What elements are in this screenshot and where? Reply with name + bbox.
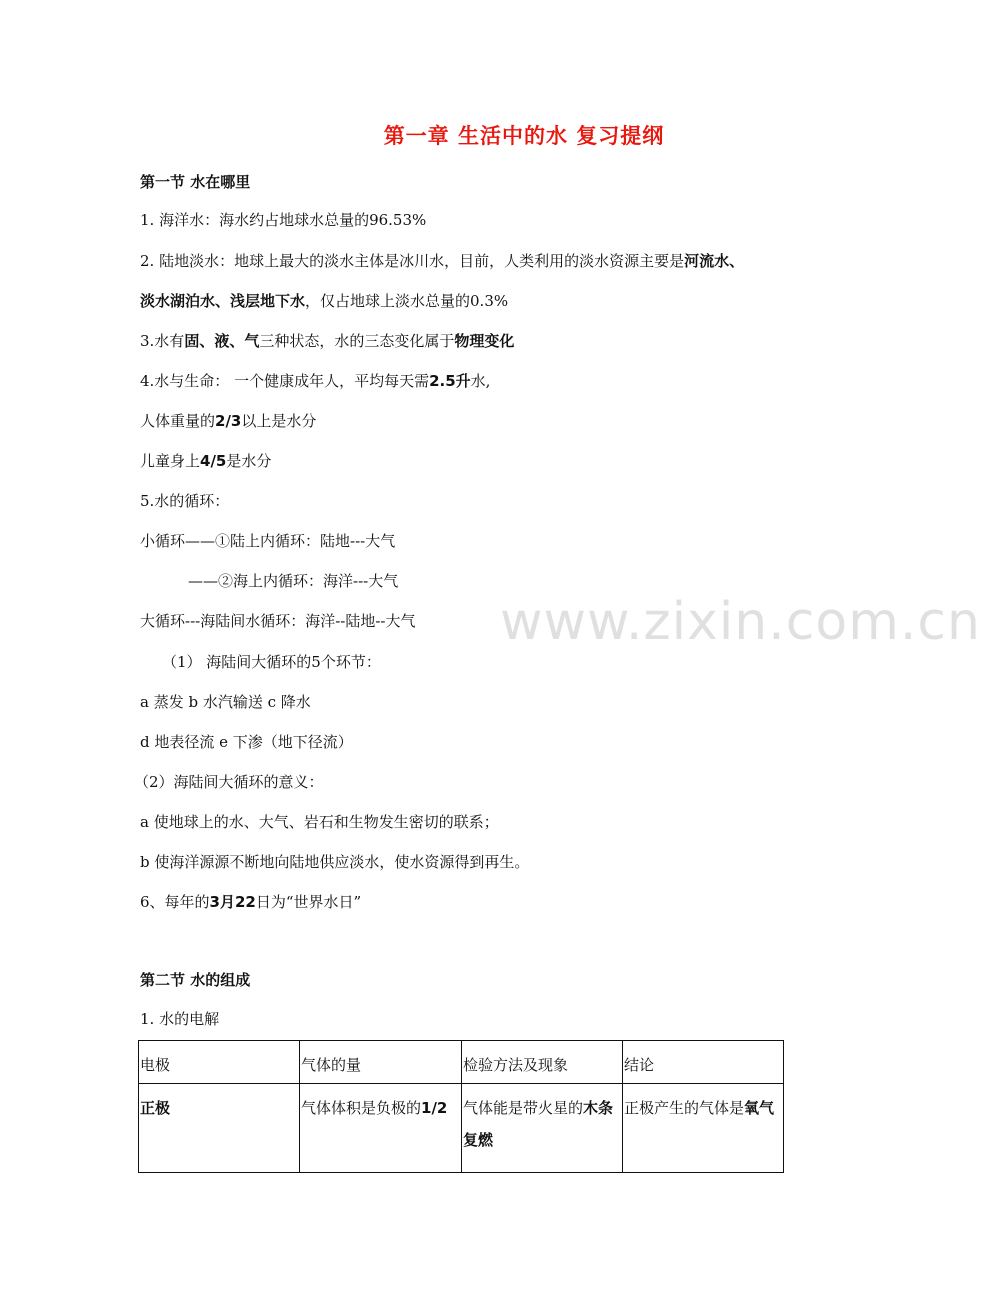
item-2-bold-rivers: 河流水、 bbox=[684, 252, 745, 270]
amount-text: 气体体积是负极的 bbox=[301, 1099, 422, 1117]
page-title: 第一章 生活中的水 复习提纲 bbox=[383, 124, 665, 148]
table-cell-electrode bbox=[139, 1084, 300, 1173]
item-4-line2-fraction: 2/3 bbox=[215, 412, 242, 430]
electrode-label: 正极 bbox=[140, 1099, 171, 1117]
test-bold: 木条复燃 bbox=[463, 1099, 614, 1149]
item-3-sep2: 、 bbox=[229, 332, 245, 350]
item-4-post: 水, bbox=[470, 372, 491, 390]
table-cell-amount bbox=[300, 1084, 462, 1173]
item-4-line3-fraction: 4/5 bbox=[200, 452, 227, 470]
table-header-row bbox=[139, 1041, 784, 1084]
test-text: 气体能是带火星的 bbox=[463, 1099, 584, 1117]
item-4-line2-pre: 人体重量的 bbox=[140, 412, 216, 430]
item-3-sep1: 、 bbox=[199, 332, 215, 350]
item-6-pre: 6、每年的 bbox=[140, 893, 210, 911]
item-3-physical-change: 物理变化 bbox=[454, 332, 515, 350]
item-3-gas: 气 bbox=[244, 332, 260, 350]
item-3-water-states bbox=[140, 331, 514, 351]
item-3-mid: 三种状态，水的三态变化属于 bbox=[259, 332, 455, 350]
table-cell-conclusion bbox=[623, 1084, 784, 1173]
item-4-line3-pre: 儿童身上 bbox=[140, 452, 201, 470]
item-4-line2-post: 以上是水分 bbox=[241, 412, 317, 430]
table-row bbox=[139, 1084, 784, 1173]
item-2-text: 2. 陆地淡水：地球上最大的淡水主体是冰川水，目前，人类利用的淡水资源主要是 bbox=[140, 252, 685, 270]
item-5-small-cycle-1: 小循环——①陆上内循环：陆地---大气 bbox=[140, 532, 396, 550]
item-5-big-cycle: 大循环---海陆间水循环：海洋--陆地--大气 bbox=[140, 612, 416, 630]
item-3-pre: 3.水有 bbox=[140, 332, 185, 350]
section-2-item-1: 1. 水的电解 bbox=[140, 1010, 220, 1028]
table-header-cell: 气体的量 bbox=[300, 1041, 462, 1084]
watermark: www.zixin.com.cn bbox=[500, 592, 981, 652]
item-1-ocean-water: 1. 海洋水：海水约占地球水总量的96.53% bbox=[140, 211, 427, 229]
item-3-solid: 固 bbox=[184, 332, 200, 350]
conclusion-text: 正极产生的气体是 bbox=[624, 1099, 745, 1117]
item-4-pre: 4.水与生命： 一个健康成年人，平均每天需 bbox=[140, 372, 430, 390]
item-6-date: 3月22 bbox=[209, 893, 256, 911]
item-5-heading: 5.水的循环： bbox=[140, 492, 230, 510]
amount-fraction: 1/2 bbox=[421, 1099, 448, 1117]
item-5-small-cycle-2: ——②海上内循环：海洋---大气 bbox=[188, 572, 399, 590]
item-4-line3-post: 是水分 bbox=[226, 452, 272, 470]
electrolysis-table bbox=[138, 1040, 784, 1173]
item-5-sub1-heading: （1） 海陆间大循环的5个环节： bbox=[162, 653, 381, 671]
item-4-water-and-life bbox=[140, 371, 490, 391]
section-1-heading: 第一节 水在哪里 bbox=[140, 173, 251, 191]
item-6-post: 日为“世界水日” bbox=[255, 893, 362, 911]
table-header-cell: 结论 bbox=[623, 1041, 784, 1084]
item-2-freshwater-line1 bbox=[140, 251, 744, 271]
item-5-sub2-a: a 使地球上的水、大气、岩石和生物发生密切的联系； bbox=[140, 813, 499, 831]
conclusion-bold: 氧气 bbox=[744, 1099, 775, 1117]
item-5-sub1-b: d 地表径流 e 下渗（地下径流） bbox=[140, 733, 353, 751]
item-2-tail: ，仅占地球上淡水总量的0.3% bbox=[305, 292, 509, 310]
table-header-cell: 检验方法及现象 bbox=[462, 1041, 623, 1084]
item-2-bold-lakes: 淡水湖泊水、浅层地下水 bbox=[140, 292, 306, 310]
table-header-cell: 电极 bbox=[139, 1041, 300, 1084]
item-3-liquid: 液 bbox=[214, 332, 230, 350]
item-5-sub2-b: b 使海洋源源不断地向陆地供应淡水，使水资源得到再生。 bbox=[140, 853, 530, 871]
table-cell-test bbox=[462, 1084, 623, 1173]
item-5-sub2-heading: （2）海陆间大循环的意义： bbox=[134, 773, 324, 791]
item-4-children bbox=[140, 451, 271, 471]
section-2-heading: 第二节 水的组成 bbox=[140, 971, 251, 989]
item-5-sub1-a: a 蒸发 b 水汽输送 c 降水 bbox=[140, 693, 311, 711]
item-4-amount: 2.5升 bbox=[429, 372, 471, 390]
item-4-body-weight bbox=[140, 411, 316, 431]
item-2-freshwater-line2 bbox=[140, 291, 508, 311]
item-6-world-water-day bbox=[140, 892, 361, 912]
